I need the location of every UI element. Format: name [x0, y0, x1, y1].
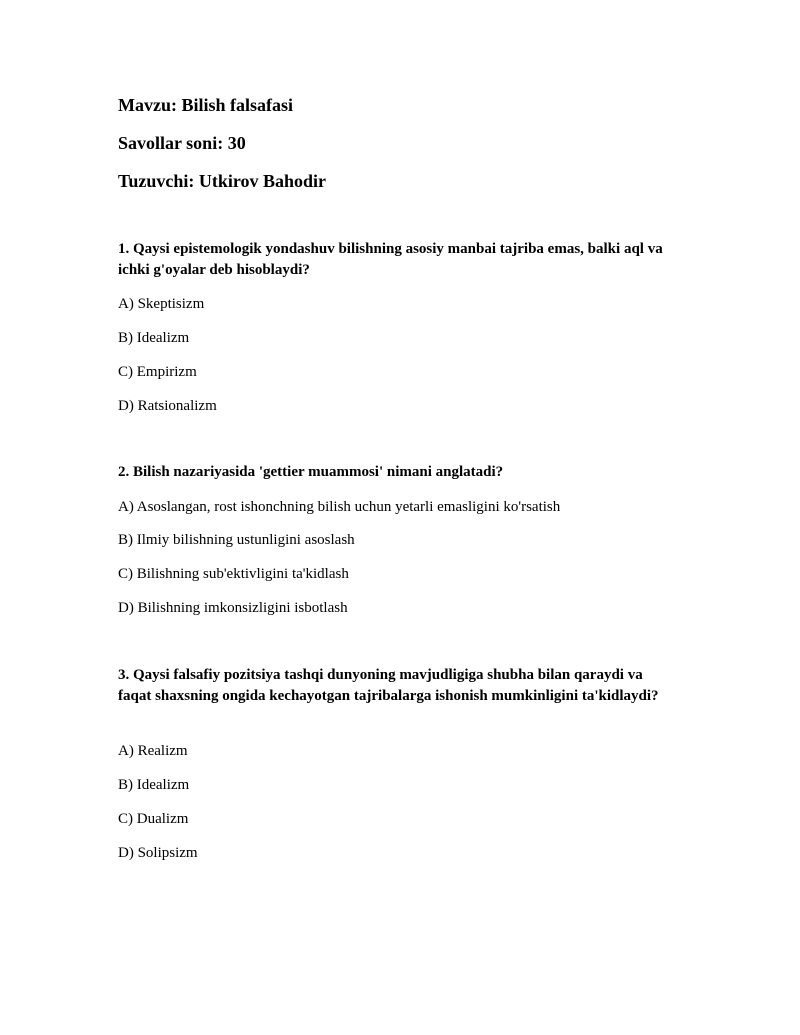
question-2-option-c: C) Bilishning sub'ektivligini ta'kidlash [118, 566, 349, 582]
question-2-text: 2. Bilish nazariyasida 'gettier muammosi' nimani anglatadi? [118, 464, 504, 480]
question-3-option-a: A) Realizm [118, 743, 188, 759]
question-1-option-d: D) Ratsionalizm [118, 398, 217, 414]
topic-heading: Mavzu: Bilish falsafasi [118, 95, 294, 115]
author-line: Tuzuvchi: Utkirov Bahodir [118, 171, 327, 191]
question-1-text: 1. Qaysi epistemologik yondashuv bilishning asosiy manbai tajriba emas, balki aql va ichki g'oyalar deb hisoblaydi? [118, 241, 663, 278]
question-3-option-b: B) Idealizm [118, 777, 190, 793]
question-2-option-a: A) Asoslangan, rost ishonchning bilish uchun yetarli emasligini ko'rsatish [118, 499, 561, 515]
question-3-text: 3. Qaysi falsafiy pozitsiya tashqi dunyoning mavjudligiga shubha bilan qaraydi va faqat shaxsning ongida kechayotgan tajribalarga ishonish mumkinligini ta'kidlaydi? [118, 667, 659, 704]
question-1-option-c: C) Empirizm [118, 364, 197, 380]
question-2-option-b: B) Ilmiy bilishning ustunligini asoslash [118, 532, 355, 548]
question-2-option-d: D) Bilishning imkonsizligini isbotlash [118, 600, 348, 616]
question-3-option-d: D) Solipsizm [118, 845, 198, 861]
question-3-option-c: C) Dualizm [118, 811, 189, 827]
question-count: Savollar soni: 30 [118, 133, 246, 153]
question-1-option-a: A) Skeptisizm [118, 296, 205, 312]
question-1-option-b: B) Idealizm [118, 330, 190, 346]
